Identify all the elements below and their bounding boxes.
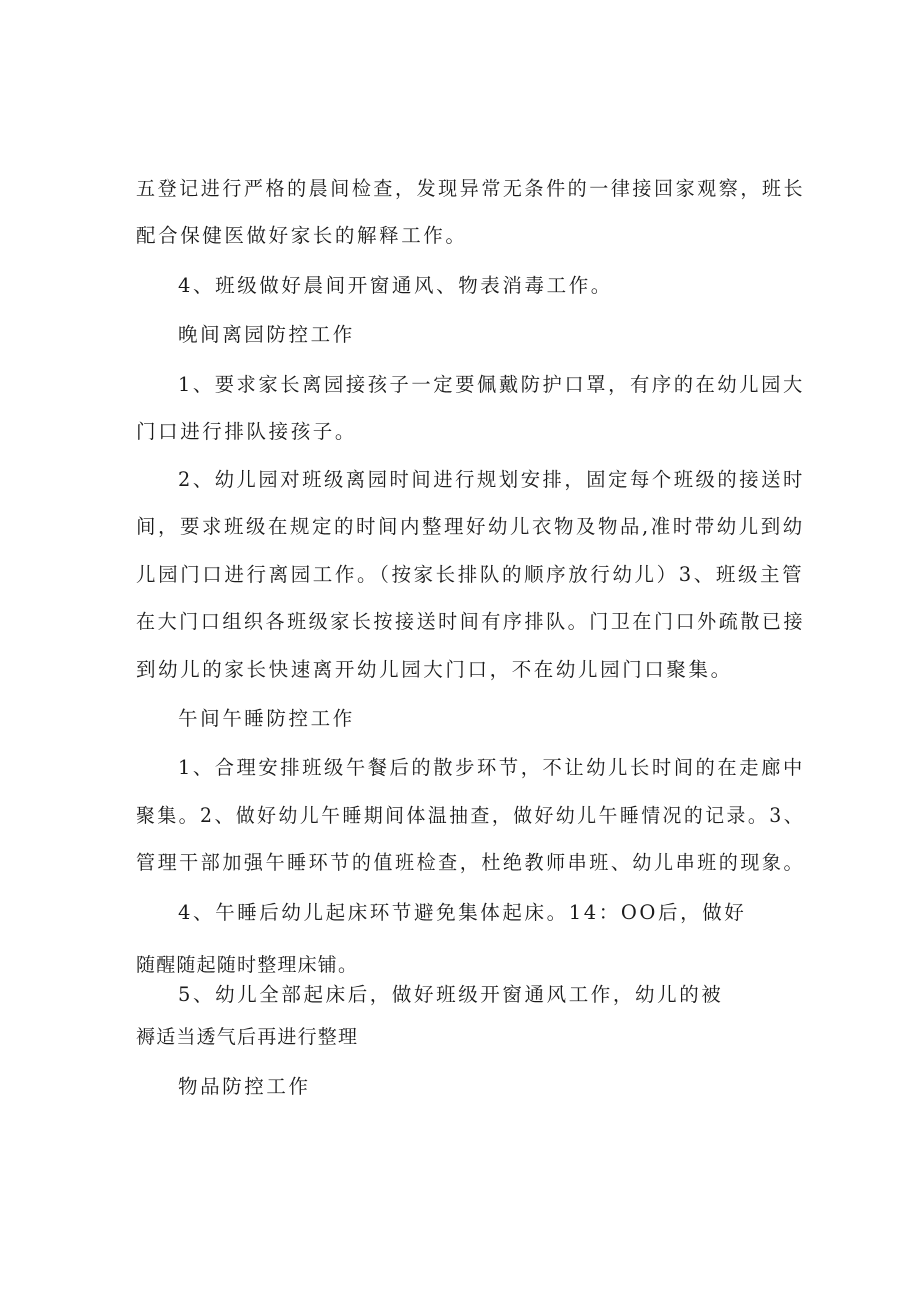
section-heading-evening: 晚间离园防控工作 (178, 323, 355, 346)
text-line-9: 儿园门口进行离园工作。（按家长排队的顺序放行幼儿）3、班级主管 (136, 563, 805, 586)
text-line-14: 聚集。2、做好幼儿午睡期间体温抽查，做好幼儿午睡情况的记录。3、 (136, 804, 806, 827)
text-line-6: 门口进行排队接孩子。 (136, 420, 358, 443)
text-line-16: 4、午睡后幼儿起床环节避免集体起床。14：OO后，做好 (178, 901, 747, 924)
text-line-1: 五登记进行严格的晨间检查，发现异常无条件的一律接回家观察，班长 (136, 177, 806, 200)
text-line-7: 2、幼儿园对班级离园时间进行规划安排，固定每个班级的接送时 (178, 468, 805, 491)
text-line-8: 间，要求班级在规定的时间内整理好幼儿衣物及物品,准时带幼儿到幼 (136, 515, 805, 538)
section-heading-items: 物品防控工作 (178, 1075, 311, 1098)
text-line-13: 1、合理安排班级午餐后的散步环节，不让幼儿长时间的在走廊中 (178, 756, 805, 779)
section-heading-noon: 午间午睡防控工作 (178, 707, 355, 730)
text-line-5: 1、要求家长离园接孩子一定要佩戴防护口罩，有序的在幼儿园大 (178, 373, 805, 396)
text-line-18: 5、幼儿全部起床后，做好班级开窗通风工作，幼儿的被 (178, 983, 724, 1006)
text-line-10: 在大门口组织各班级家长按接送时间有序排队。门卫在门口外疏散已接 (136, 610, 806, 633)
text-line-15: 管理干部加强午睡环节的值班检查，杜绝教师串班、幼儿串班的现象。 (136, 851, 806, 874)
text-line-19: 褥适当透气后再进行整理 (136, 1026, 359, 1048)
text-line-3: 4、班级做好晨间开窗通风、物表消毒工作。 (178, 274, 613, 297)
text-line-17: 随醒随起随时整理床铺。 (136, 954, 359, 976)
text-line-11: 到幼儿的家长快速离开幼儿园大门口，不在幼儿园门口聚集。 (136, 658, 733, 681)
text-line-2: 配合保健医做好家长的解释工作。 (136, 224, 468, 247)
